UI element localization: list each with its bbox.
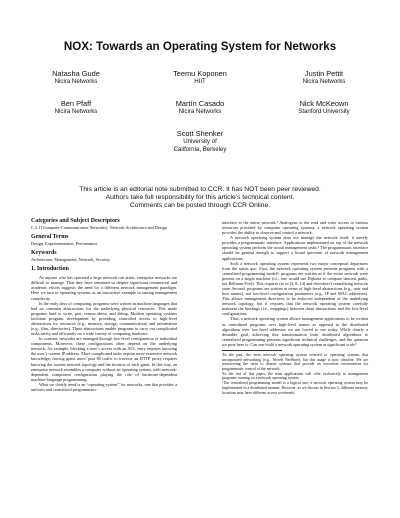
section-heading: Keywords (31, 250, 57, 257)
author-affiliation: Nicira Networks (302, 78, 346, 86)
author-block (140, 100, 260, 116)
author-name: Teemu Koponen (173, 69, 227, 78)
body-paragraph: Such a network operating system represents two major conceptual departures from the status quo. First, the network operating system presents programs with a centralized programming model³; programs are written as if the entire network were present on a single machine (i.e., one would use Dijkstra to compute shortest paths, not Bellman-Ford). This requires (as in [3, 8, 14] and elsewhere) centralizing network state. Second, programs are written in terms of high-level abstractions (e.g., user and host names), not low-level configuration parameters (e.g., IP and MAC addresses). This allows management directives to be enforced independent of the underlying network topology, but it requires that the network operating system carefully maintain the bindings (i.e., mappings) between these abstractions and the low-level configurations. (222, 260, 368, 317)
footnote: ²In the rest of this paper, the term applications will refer exclusively to management programs running on a network operating system. (222, 371, 368, 381)
editorial-notice (0, 186, 400, 211)
author-name: Scott Shenker (176, 129, 224, 138)
left-column (31, 218, 177, 392)
body-paragraph: In the early days of computing, programs were written in machine languages that had no common abstractions for the underlying physical resources. This made programs hard to write, port, reason about, and debug. Modern operating systems facilitate program development by providing controlled access to high-level abstractions for resources (e.g., memory, storage, communication) and information (e.g., files, directories). These abstractions enable programs to carry out complicated tasks safely and efficiently on a wide variety of computing hardware. (31, 300, 177, 337)
author-affiliation: Nicira Networks (54, 78, 98, 86)
author-affiliation: University of California, Berkeley (173, 138, 227, 153)
author-name: Nick McKeown (299, 99, 349, 108)
body-paragraph: A network operating system does not manage the network itself; it merely provides a programmatic interface. Applications implemented on top of the network operating system perform the actual management tasks.² The programmatic interface should be general enough to support a broad spectrum of network management applications. (222, 235, 368, 261)
author-affiliation: Stanford University (298, 108, 350, 116)
body-paragraph: Thus, a network operating system allows management applications to be written as centralized programs over high-level names as opposed to the distributed algorithms over low-level addresses we are forced to use today. While clearly a desirable goal, achieving this transformation from distributed algorithms to centralized programming presents significant technical challenges, and the question we pose here is: Can one build a network operating system at significant scale? (222, 316, 368, 347)
notice-line: Comments can be posted through CCR Online. (129, 202, 271, 210)
body-paragraph: In contrast, networks are managed through low-level configuration of individual components. Moreover, these configurations often depend on the underlying network; for example, blocking a user’s access with an ACL entry requires knowing the user’s current IP address. More complicated tasks require more extensive network knowledge; forcing guest users’ port 80 traffic to traverse an HTTP proxy requires knowing the current network topology and the location of each guest. In this way, an enterprise network resembles a computer without an operating system, with network-dependent component configuration playing the role of hardware-dependent machine-language programming. (31, 336, 177, 382)
author-name: Natasha Gude (52, 69, 100, 78)
body-paragraph: What we clearly need is an “operating system” for networks, one that provides a uniform and centralized programmatic (31, 381, 177, 392)
author-name: Justin Pettit (304, 69, 344, 78)
author-block (16, 70, 136, 86)
author-block (16, 100, 136, 116)
paper-title: NOX: Towards an Operating System for Networks (63, 40, 337, 53)
author-block (264, 100, 384, 116)
author-block (264, 70, 384, 86)
section-heading: 1. Introduction (31, 266, 69, 273)
author-name: Martín Casado (175, 99, 225, 108)
body-paragraph: interface to the entire network.¹ Analogous to the read and write access to various resources provided by computer operating systems, a network operating system provides the ability to observe and control a network. (222, 220, 368, 236)
footnote: ¹In the past, the term network operating system referred to operating systems that incorporated networking (e.g., Novell NetWare), but this usage is now obsolete. We are resurrecting the term to denote systems that provide an execution environment for programmatic control of the network. (222, 352, 368, 372)
keywords-text: Architecture, Management, Network, Security (31, 257, 110, 263)
footnote-rule (222, 350, 282, 351)
body-paragraph: As anyone who has operated a large network can attest, enterprise networks are difficult to manage. That they have remained so despite significant commercial and academic efforts suggests the need for a different network management paradigm. Here we turn to operating systems as an instructive example in taming management complexity. (31, 275, 177, 301)
footnote: ³The centralized programming model is a logical one; a network operating system may be implemented in a distributed manner. However, as we discuss in Section 3, different memory locations may have different access overheads. (222, 381, 368, 395)
author-affiliation: Nicira Networks (178, 108, 222, 116)
section-heading: Categories and Subject Descriptors (31, 218, 120, 224)
author-block (140, 130, 260, 153)
notice-line: Authors take full responsibility for this article’s technical content. (105, 194, 295, 202)
author-affiliation: HIIT (194, 78, 206, 86)
right-column (222, 220, 368, 395)
notice-line: This article is an editorial note submitted to CCR. It has NOT been peer reviewed. (79, 186, 321, 193)
categories-text: C.2.1 [Computer-Communication Networks]: Network Architecture and Design (31, 225, 167, 230)
author-affiliation: Nicira Networks (54, 108, 98, 116)
section-heading: General Terms (31, 234, 69, 241)
terms-text: Design, Experimentation, Performance (31, 241, 98, 247)
author-name: Ben Pfaff (60, 99, 92, 108)
author-block (140, 70, 260, 86)
